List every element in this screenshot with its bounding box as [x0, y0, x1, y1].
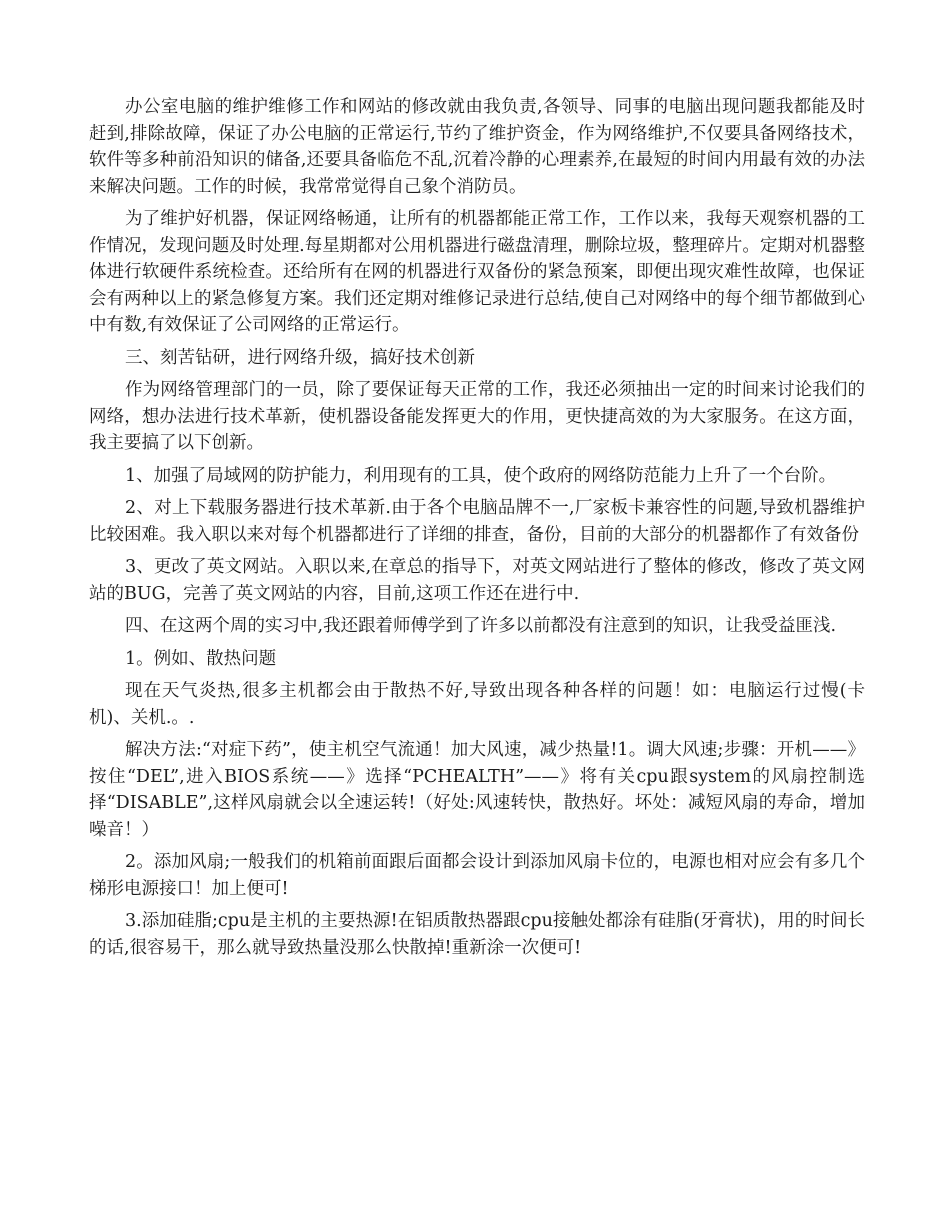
section-heading-internship: 四、在这两个周的实习中,我还跟着师傅学到了许多以前都没有注意到的知识，让我受益匪浅. — [125, 616, 837, 636]
paragraph-heat-problem: 现在天气炎热,很多主机都会由于散热不好,导致出现各种各样的问题！如：电脑运行过慢(卡机)、关机.。. — [89, 681, 865, 728]
paragraph-add-fan: 2。添加风扇;一般我们的机箱前面跟后面都会设计到添加风扇卡位的，电源也相对应会有多几个梯形电源接口！加上便可! — [89, 852, 865, 899]
paragraph-thermal-paste: 3.添加硅脂;cpu是主机的主要热源!在铝质散热器跟cpu接触处都涂有硅脂(牙膏状)，用的时间长的话,很容易干，那么就导致热量没那么快散掉!重新涂一次便可! — [89, 911, 865, 958]
paragraph-machine-upkeep: 为了维护好机器，保证网络畅通，让所有的机器都能正常工作，工作以来，我每天观察机器的工作情况，发现问题及时处理.每星期都对公用机器进行磁盘清理，删除垃圾，整理碎片。定期对机器整体进行软硬件系统检查。还给所有在网的机器进行双备份的紧急预案，即便出现灾难性故障，也保证会有两种以上的紧急修复方案。我们还定期对维修记录进行总结,使自己对网络中的每个细节都做到心中有数,有效保证了公司网络的正常运行。 — [89, 209, 865, 335]
document-body — [89, 94, 865, 967]
list-item-server-upgrade: 2、对上下载服务器进行技术革新.由于各个电脑品牌不一,厂家板卡兼容性的问题,导致机器维护比较困难。我入职以来对每个机器都进行了详细的排查，备份，目前的大部分的机器都作了有效备份 — [89, 498, 865, 545]
section-heading-network-upgrade: 三、刻苦钻研，进行网络升级，搞好技术创新 — [125, 347, 475, 368]
subheading-cooling-issue: 1。例如、散热问题 — [125, 648, 277, 669]
list-item-lan-protection: 1、加强了局域网的防护能力，利用现有的工具，使个政府的网络防范能力上升了一个台阶。 — [125, 465, 837, 486]
paragraph-office-maintenance: 办公室电脑的维护维修工作和网站的修改就由我负责,各领导、同事的电脑出现问题我都能及时赶到,排除故障，保证了办公电脑的正常运行,节约了维护资金，作为网络维护,不仅要具备网络技术，软件等多种前沿知识的储备,还要具备临危不乱,沉着冷静的心理素养,在最短的时间内用最有效的办法来解决问题。工作的时候，我常常觉得自己象个消防员。 — [89, 97, 865, 197]
list-item-english-site: 3、更改了英文网站。入职以来,在章总的指导下，对英文网站进行了整体的修改，修改了英文网站的BUG，完善了英文网站的内容，目前,这项工作还在进行中. — [89, 557, 865, 604]
paragraph-solution-fan-speed: 解决方法:“对症下药”，使主机空气流通！加大风速，减少热量!1。调大风速;步骤：开机——》按住“DEL”,进入BIOS系统——》选择“PCHEALTH”——》将有关cpu跟system的风扇控制选择“DISABLE”,这样风扇就会以全速运转!（好处:风速转快，散热好。坏处：减短风扇的寿命，增加噪音！） — [89, 740, 865, 840]
paragraph-innovation-intro: 作为网络管理部门的一员，除了要保证每天正常的工作，我还必须抽出一定的时间来讨论我们的网络，想办法进行技术革新，使机器设备能发挥更大的作用，更快捷高效的为大家服务。在这方面，我主要搞了以下创新。 — [89, 380, 865, 453]
